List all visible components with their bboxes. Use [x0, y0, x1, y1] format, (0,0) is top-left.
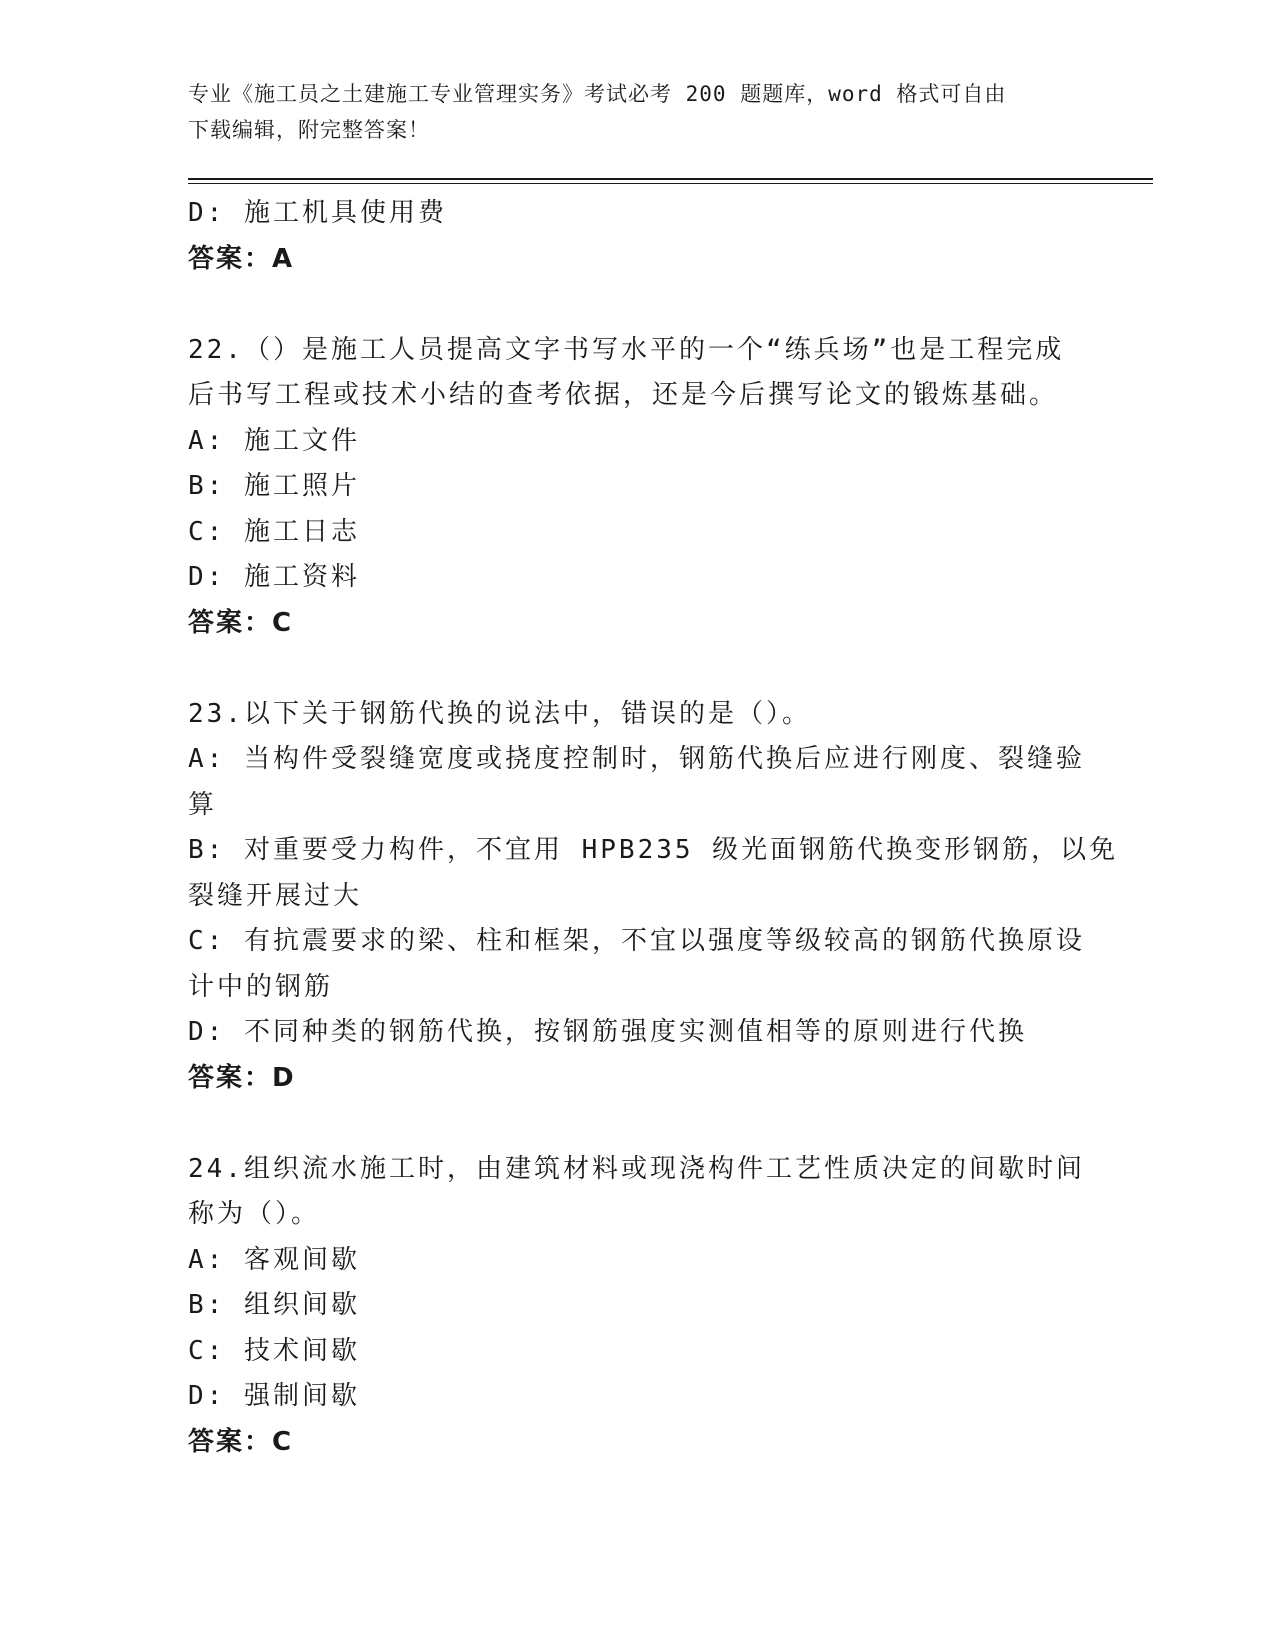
option-c: C: 技术间歇 — [188, 1335, 360, 1366]
question-stem-line-2: 后书写工程或技术小结的查考依据，还是今后撰写论文的锻炼基础。 — [188, 380, 1059, 410]
header-divider-thick — [188, 178, 1153, 180]
answer-label: 答案：D — [188, 1062, 296, 1093]
question-list — [188, 191, 1119, 1465]
option-b: B: 施工照片 — [188, 471, 360, 501]
option-d: D: 施工资料 — [188, 562, 360, 592]
header-line-1: 专业《施工员之土建施工专业管理实务》考试必考 200 题题库，word 格式可自由 — [188, 82, 1007, 106]
answer-label: 答案：C — [188, 607, 294, 638]
question-stem: 23.以下关于钢筋代换的说法中，错误的是（）。 — [188, 698, 811, 729]
option-c-line-2: 计中的钢筋 — [188, 971, 334, 1002]
spacer — [188, 282, 1078, 328]
question-stem-line-2: 称为（）。 — [188, 1199, 321, 1229]
option-a-line-1: A: 当构件受裂缝宽度或挠度控制时，钢筋代换后应进行刚度、裂缝验 — [188, 744, 1085, 774]
option-c: C: 施工日志 — [188, 516, 360, 547]
option-d: D: 施工机具使用费 — [188, 198, 447, 228]
option-a: A: 客观间歇 — [188, 1244, 360, 1275]
question-22 — [188, 328, 1078, 647]
question-23 — [188, 692, 1119, 1102]
question-stem-line-1: 22.（）是施工人员提高文字书写水平的一个“练兵场”也是工程完成 — [188, 334, 1065, 365]
document-header — [188, 76, 1068, 148]
question-24 — [188, 1147, 1085, 1466]
question-21-tail — [188, 191, 1078, 282]
option-d: D: 强制间歇 — [188, 1381, 360, 1411]
option-a-line-2: 算 — [188, 789, 218, 820]
option-d: D: 不同种类的钢筋代换，按钢筋强度实测值相等的原则进行代换 — [188, 1017, 1027, 1047]
option-b-line-2: 裂缝开展过大 — [188, 880, 363, 911]
option-b: B: 组织间歇 — [188, 1290, 360, 1320]
header-divider-thin — [188, 183, 1153, 184]
option-c-line-1: C: 有抗震要求的梁、柱和框架，不宜以强度等级较高的钢筋代换原设 — [188, 926, 1085, 956]
spacer — [188, 646, 1078, 692]
question-stem-line-1: 24.组织流水施工时，由建筑材料或现浇构件工艺性质决定的间歇时间 — [188, 1153, 1085, 1184]
option-b-line-1: B: 对重要受力构件，不宜用 HPB235 级光面钢筋代换变形钢筋，以免 — [188, 835, 1119, 865]
header-line-2: 下载编辑，附完整答案！ — [188, 118, 430, 142]
spacer — [188, 1101, 1078, 1147]
option-a: A: 施工文件 — [188, 425, 360, 456]
answer-label: 答案：A — [188, 243, 295, 274]
answer-label: 答案：C — [188, 1426, 294, 1457]
